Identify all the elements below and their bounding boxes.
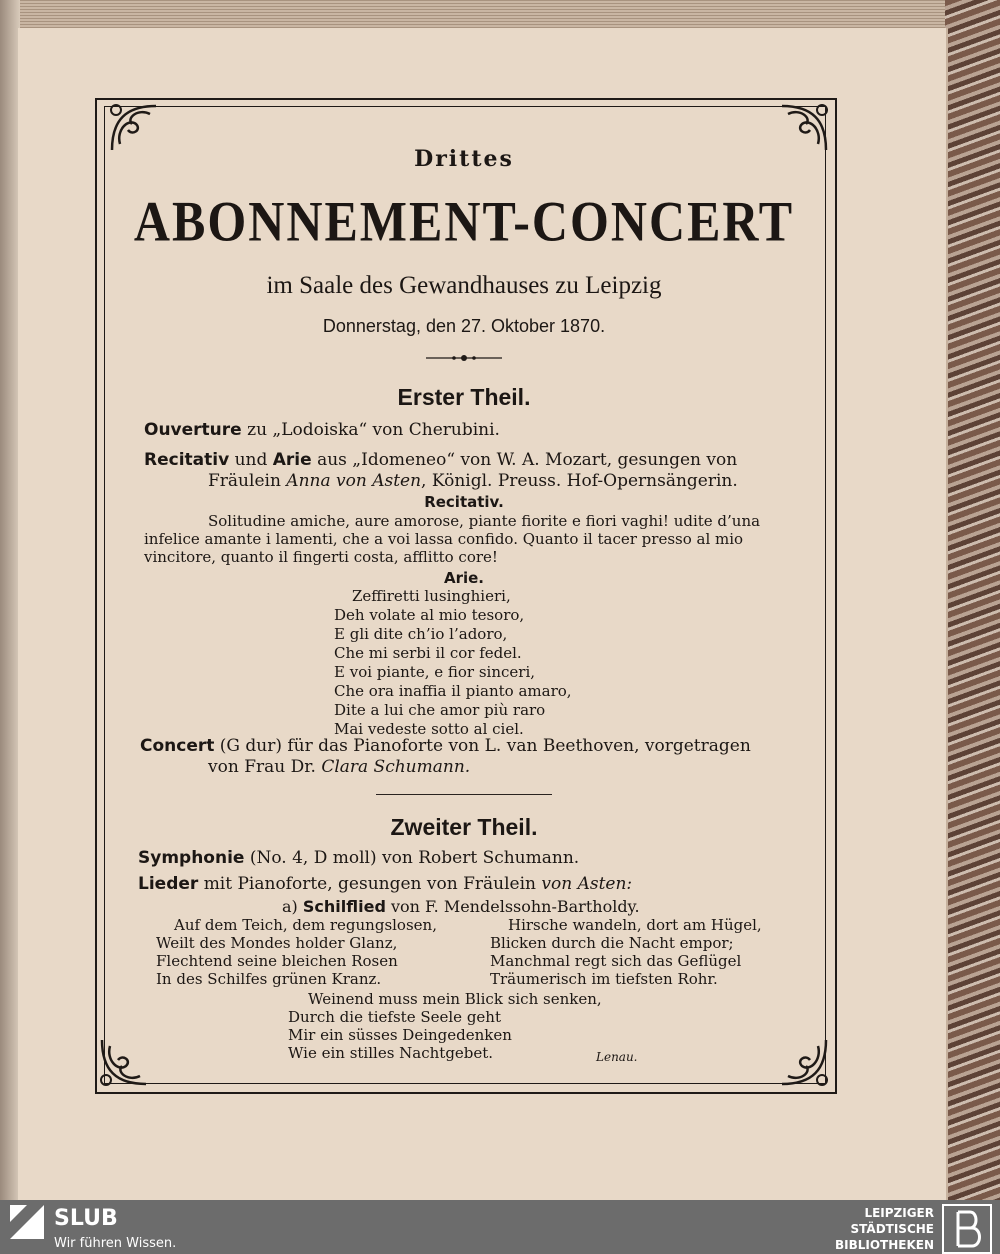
song-composer: von F. Mendelssohn-Bartholdy. (390, 897, 640, 916)
library-name-line: STÄDTISCHE (850, 1222, 934, 1236)
verse-center-line: Wie ein stilles Nachtgebet. (288, 1044, 494, 1062)
pre-title: Drittes (414, 146, 514, 172)
slub-logo-icon (10, 1205, 44, 1239)
book-left-edge (0, 0, 20, 1200)
slub-name: SLUB (54, 1206, 118, 1231)
item-text: mit Pianoforte, gesungen von Fräulein (203, 874, 536, 894)
library-name-line: LEIPZIGER (864, 1206, 934, 1220)
item-text: , Königl. Preuss. Hof-Opernsängerin. (421, 471, 738, 491)
recitativ-heading: Recitativ. (424, 493, 504, 511)
verse-left-line: In des Schilfes grünen Kranz. (156, 970, 382, 988)
programme-item-concerto-line2 (208, 757, 470, 777)
programme-item-aria-line2 (208, 471, 738, 491)
arie-line: E gli dite ch’io l’adoro, (334, 625, 508, 643)
item-text: aus „Idomeneo“ von W. A. Mozart, gesungen von (317, 450, 738, 470)
item-text: (No. 4, D moll) von Robert Schumann. (249, 848, 580, 868)
slub-tagline: Wir führen Wissen. (54, 1236, 177, 1251)
verse-left-line: Auf dem Teich, dem regungslosen, (174, 916, 437, 934)
section-divider (376, 794, 552, 795)
singer-name: von Asten: (541, 874, 633, 894)
verse-left-line: Weilt des Mondes holder Glanz, (156, 934, 398, 952)
verse-center-line: Durch die tiefste Seele geht (288, 1008, 501, 1026)
song-prefix: a) (282, 897, 298, 916)
verse-left-line: Flechtend seine bleichen Rosen (156, 952, 398, 970)
song-title: Schilflied (302, 897, 386, 916)
programme-item-aria (144, 450, 737, 470)
verse-center-line: Mir ein süsses Deingedenken (288, 1026, 512, 1044)
arie-line: Che ora inaffia il pianto amaro, (334, 682, 572, 700)
recitativ-line: Solitudine amiche, aure amorose, piante fiorite e fiori vaghi! udite d’una (208, 512, 761, 530)
item-text: zu „Lodoiska“ von Cherubini. (247, 420, 500, 440)
programme-item-overture (144, 420, 500, 440)
poet-credit: Lenau. (596, 1050, 638, 1064)
arie-line: Deh volate al mio tesoro, (334, 606, 525, 624)
part1-heading: Erster Theil. (397, 384, 531, 410)
programme-content (104, 106, 824, 1082)
item-text: Fräulein (208, 471, 281, 491)
item-label: Symphonie (138, 848, 245, 868)
item-label: Recitativ (144, 450, 230, 470)
item-label: Concert (140, 736, 215, 756)
library-name (734, 1205, 934, 1253)
arie-line: E voi piante, e fior sinceri, (334, 663, 536, 681)
item-label: Lieder (138, 874, 199, 894)
arie-heading: Arie. (443, 569, 485, 587)
item-label: Arie (272, 450, 312, 470)
arie-line: Dite a lui che amor più raro (334, 701, 546, 719)
library-name-line: BIBLIOTHEKEN (834, 1238, 934, 1252)
item-text: (G dur) für das Pianoforte von L. van Beethoven, vorgetragen (219, 736, 751, 756)
song-a-line (282, 897, 640, 916)
venue-line: im Saale des Gewandhauses zu Leipzig (266, 272, 662, 299)
divider-ornament (426, 352, 502, 364)
performer-name: Clara Schumann. (321, 757, 471, 777)
programme-item-concerto (140, 736, 751, 756)
book-page-edges (0, 0, 950, 30)
programme-item-symphony (138, 848, 579, 868)
marbled-book-edge (945, 0, 1000, 1200)
verse-right-line: Träumerisch im tiefsten Rohr. (490, 970, 718, 988)
verse-right-line: Blicken durch die Nacht empor; (490, 934, 734, 952)
item-connector: und (234, 450, 268, 470)
date-line: Donnerstag, den 27. Oktober 1870. (322, 316, 606, 336)
arie-line: Mai vedeste sotto al ciel. (334, 720, 524, 738)
arie-line: Zeffiretti lusinghieri, (352, 587, 511, 605)
verse-right-line: Hirsche wandeln, dort am Hügel, (508, 916, 762, 934)
verse-center-line: Weinend muss mein Blick sich senken, (308, 990, 602, 1008)
verse-right-line: Manchmal regt sich das Geflügel (490, 952, 742, 970)
item-text: von Frau Dr. (208, 757, 316, 777)
recitativ-line: infelice amante i lamenti, che a voi lassa confido. Quanto il tacer presso al mio (144, 530, 744, 548)
library-logo-icon (942, 1204, 992, 1254)
concert-title: ABONNEMENT-CONCERT (133, 188, 795, 254)
singer-name: Anna von Asten (286, 471, 422, 491)
part2-heading: Zweiter Theil. (390, 814, 538, 840)
arie-line: Che mi serbi il cor fedel. (334, 644, 522, 662)
recitativ-line: vincitore, quanto il fingerti costa, afflitto core! (144, 548, 498, 566)
programme-item-lieder (138, 874, 632, 894)
item-label: Ouverture (144, 420, 242, 440)
